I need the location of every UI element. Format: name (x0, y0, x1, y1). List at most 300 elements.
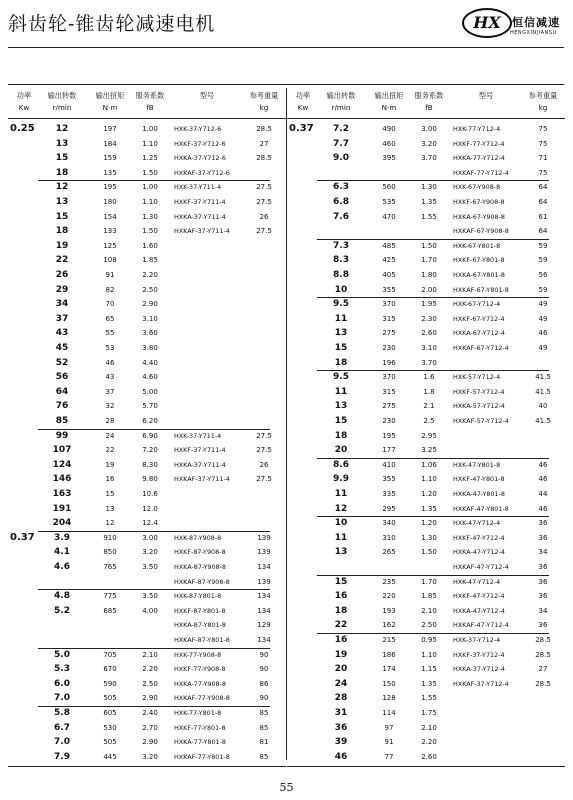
col-model-cell: HXK-77-Y712-4 (453, 125, 501, 133)
table-row (8, 662, 286, 677)
col-factor-cell: 5.70 (142, 402, 158, 411)
col-factor-cell: 3.50 (142, 592, 158, 601)
col-weight-cell: 49 (538, 344, 548, 352)
col-weight-cell: 46 (538, 504, 548, 513)
col-torque-cell: 295 (382, 504, 396, 513)
col-torque-cell: 135 (103, 168, 117, 177)
col-factor-cell: 1.50 (142, 168, 158, 177)
col-model-cell: HXK-87-Y908-8 (174, 533, 222, 542)
col-weight-cell: 49 (538, 314, 548, 323)
table-row (8, 195, 286, 210)
col-speed-cell: 16 (334, 635, 348, 645)
col-speed-cell: 18 (334, 357, 348, 368)
col-weight-cell: 36 (538, 621, 548, 630)
col-model-cell: HXKA-87-Y801-8 (174, 621, 226, 630)
col-speed-cell: 6.7 (54, 722, 70, 733)
col-speed-cell: 7.0 (54, 737, 70, 748)
col-model-cell: HXKA-37-Y712-6 (174, 154, 226, 163)
col-weight-cell: 75 (538, 139, 548, 148)
col-speed-cell: 13 (334, 401, 348, 412)
col-torque-cell: 275 (382, 402, 396, 411)
col-weight-cell: 36 (538, 519, 548, 528)
col-model-cell: HXKF-87-Y801-8 (174, 606, 226, 615)
table-row (287, 604, 565, 619)
col-speed-cell: 3.9 (54, 532, 70, 543)
col-factor-cell: 1.00 (142, 183, 158, 192)
col-weight-cell: 41.5 (535, 417, 551, 425)
col-factor-cell: 1.50 (421, 548, 437, 557)
col-model-cell: HXKAF-77-Y908-8 (174, 694, 230, 703)
table-row (287, 297, 565, 312)
col-factor-cell: 3.60 (142, 329, 158, 338)
col-speed-cell: 26 (55, 270, 69, 280)
col-torque-cell: 470 (382, 212, 396, 221)
col-torque-cell: 850 (103, 548, 117, 557)
col-torque-cell: 370 (382, 300, 396, 309)
col-speed-cell: 107 (52, 445, 72, 456)
col-speed-cell: 15 (334, 343, 348, 353)
page-number: 55 (279, 781, 294, 794)
table-row (8, 750, 286, 765)
col-torque-cell: 37 (105, 387, 115, 396)
col-torque-cell: 490 (382, 125, 396, 133)
col-model-cell: HXK-37-Y712-6 (174, 125, 222, 133)
table-row (8, 283, 286, 298)
col-speed-cell: 15 (334, 416, 348, 426)
spec-table (8, 88, 564, 760)
table-row (287, 575, 565, 590)
power-value: 0.37 (10, 531, 35, 543)
col-weight-cell: 56 (538, 271, 548, 279)
col-factor-cell: 9.80 (142, 475, 158, 484)
col-weight-cell: 85 (259, 752, 269, 761)
table-row (8, 618, 286, 633)
col-weight-cell: 134 (257, 606, 271, 615)
col-model-cell: HXKA-47-Y712-4 (453, 548, 505, 557)
header-rule (8, 47, 564, 48)
col-torque-cell: 335 (382, 490, 396, 498)
col-factor-cell: 12.4 (142, 519, 158, 528)
table-row (287, 691, 565, 706)
col-speed-cell: 52 (55, 357, 69, 368)
page-header (0, 0, 573, 48)
col-model-cell: HXKAF-77-Y712-4 (453, 168, 509, 177)
col-torque-cell: 77 (384, 752, 394, 761)
table-row (287, 195, 565, 210)
table-row (8, 648, 286, 663)
col-factor-cell: 1.35 (421, 679, 437, 688)
col-speed-cell: 18 (55, 226, 69, 237)
col-speed-cell: 6.8 (333, 197, 349, 207)
table-row (8, 312, 286, 327)
table-row (8, 560, 286, 575)
table-row (8, 575, 286, 590)
col-speed-cell: 85 (55, 416, 69, 426)
col-speed-cell: 12 (55, 124, 69, 134)
col-torque-cell: 340 (382, 519, 396, 528)
col-factor-cell: 1.6 (423, 373, 435, 382)
col-speed-cell: 191 (52, 503, 72, 514)
col-weight-cell: 75 (538, 125, 548, 133)
col-weight-cell: 27.5 (256, 431, 272, 440)
table-row (287, 180, 565, 195)
col-speed-cell: 8.8 (333, 270, 349, 280)
table-row (287, 326, 565, 341)
col-weight-cell: 134 (257, 592, 271, 601)
table-row (287, 239, 565, 254)
col-torque-cell: 230 (382, 344, 396, 352)
table-row (287, 545, 565, 560)
col-torque-cell: 19 (105, 460, 115, 469)
col-factor-cell: 3.70 (421, 154, 437, 163)
col-speed-cell: 5.0 (54, 649, 70, 660)
col-weight-cell: 90 (259, 665, 269, 674)
table-row (8, 370, 286, 385)
col-weight-cell: 81 (259, 738, 269, 747)
col-weight-cell: 85 (259, 709, 269, 717)
col-model-cell: HXKF-77-Y712-4 (453, 139, 505, 148)
table-row (287, 370, 565, 385)
col-speed-cell: 13 (55, 138, 69, 149)
col-model-cell: HXKAF-67-Y801-8 (453, 285, 509, 294)
header-col-weight: 参考重量 kg (528, 91, 558, 112)
col-speed-cell: 15 (334, 576, 348, 587)
table-row (287, 487, 565, 502)
col-factor-cell: 2.20 (421, 738, 437, 747)
col-speed-cell: 9.5 (333, 372, 349, 383)
col-factor-cell: 1.8 (423, 387, 435, 396)
col-weight-cell: 26 (259, 212, 269, 221)
table-row (8, 721, 286, 736)
col-torque-cell: 108 (103, 256, 117, 265)
table-row (8, 502, 286, 517)
col-factor-cell: 1.20 (421, 490, 437, 498)
table-bottom-rule (287, 766, 565, 767)
col-torque-cell: 530 (103, 723, 117, 732)
col-torque-cell: 16 (105, 475, 115, 484)
col-model-cell: HXK-67-Y908-8 (453, 183, 501, 192)
col-torque-cell: 133 (103, 227, 117, 236)
col-torque-cell: 125 (103, 241, 117, 250)
col-factor-cell: 1.06 (421, 460, 437, 469)
table-row (8, 166, 286, 181)
col-model-cell: HXK-67-Y801-8 (453, 241, 501, 250)
table-row (287, 151, 565, 166)
col-weight-cell: 46 (538, 460, 548, 469)
col-torque-cell: 22 (105, 446, 115, 455)
col-speed-cell: 6.3 (333, 182, 349, 193)
col-model-cell: HXKF-37-Y711-4 (174, 446, 226, 455)
col-factor-cell: 2.10 (142, 650, 158, 659)
table-row (8, 268, 286, 283)
col-torque-cell: 535 (382, 198, 396, 206)
col-factor-cell: 3.80 (142, 344, 158, 352)
col-factor-cell: 1.10 (421, 475, 437, 484)
col-speed-cell: 99 (55, 430, 69, 441)
col-factor-cell: 4.00 (142, 606, 158, 615)
table-row (287, 385, 565, 400)
col-speed-cell: 19 (334, 649, 348, 660)
col-speed-cell: 24 (334, 678, 348, 689)
col-torque-cell: 460 (382, 139, 396, 148)
col-factor-cell: 4.40 (142, 358, 158, 367)
col-torque-cell: 177 (382, 446, 396, 455)
col-torque-cell: 670 (103, 665, 117, 674)
col-torque-cell: 91 (384, 738, 394, 747)
col-model-cell: HXKA-37-Y712-4 (453, 665, 505, 674)
table-row (8, 224, 286, 239)
col-torque-cell: 910 (103, 533, 117, 542)
col-weight-cell: 27.5 (256, 475, 272, 484)
table-row (287, 531, 565, 546)
power-value: 0.37 (289, 123, 314, 134)
logo-subtext: HENGXINJIANSU (510, 30, 557, 36)
col-factor-cell: 1.30 (421, 183, 437, 192)
col-speed-cell: 34 (55, 299, 69, 310)
col-speed-cell: 13 (334, 547, 348, 558)
col-speed-cell: 7.3 (333, 240, 349, 251)
col-weight-cell: 59 (538, 256, 548, 265)
col-torque-cell: 65 (105, 314, 115, 323)
col-factor-cell: 2.70 (142, 723, 158, 732)
table-row (8, 151, 286, 166)
table-row (287, 648, 565, 663)
table-row (287, 721, 565, 736)
table-row (8, 472, 286, 487)
col-speed-cell: 7.7 (333, 138, 349, 149)
col-speed-cell: 28 (334, 693, 348, 704)
col-factor-cell: 10.6 (142, 490, 158, 498)
table-top-rule (8, 84, 564, 85)
table-row (287, 443, 565, 458)
brand-logo (462, 6, 566, 42)
col-speed-cell: 64 (55, 386, 69, 397)
col-model-cell: HXKF-47-Y712-4 (453, 533, 505, 542)
col-speed-cell: 13 (334, 328, 348, 339)
col-weight-cell: 27.5 (256, 198, 272, 206)
col-torque-cell: 405 (382, 271, 396, 279)
col-factor-cell: 2.1 (423, 402, 435, 411)
col-model-cell: HXKAF-47-Y712-4 (453, 621, 509, 630)
col-weight-cell: 46 (538, 475, 548, 484)
col-model-cell: HXK-47-Y801-8 (453, 460, 501, 469)
table-row (287, 735, 565, 750)
table-row (287, 166, 565, 181)
col-speed-cell: 12 (55, 182, 69, 193)
col-weight-cell: 46 (538, 329, 548, 338)
col-torque-cell: 235 (382, 577, 396, 586)
col-speed-cell: 5.2 (54, 605, 70, 616)
col-model-cell: HXKF-77-Y908-8 (174, 665, 226, 674)
col-torque-cell: 315 (382, 387, 396, 396)
col-weight-cell: 27.5 (256, 227, 272, 236)
col-weight-cell: 44 (538, 490, 548, 498)
table-row (287, 560, 565, 575)
col-speed-cell: 7.9 (54, 751, 70, 762)
col-model-cell: HXKF-77-Y801-8 (174, 723, 226, 732)
logo-mark: HX (462, 8, 512, 38)
col-speed-cell: 36 (334, 722, 348, 733)
col-torque-cell: 445 (103, 752, 117, 761)
col-speed-cell: 163 (52, 489, 72, 499)
table-row (287, 633, 565, 648)
col-factor-cell: 1.85 (142, 256, 158, 265)
col-model-cell: HXKA-47-Y712-4 (453, 606, 505, 615)
power-value: 0.25 (10, 123, 35, 134)
col-factor-cell: 12.0 (142, 504, 158, 513)
col-speed-cell: 204 (52, 518, 72, 529)
col-factor-cell: 2.60 (421, 752, 437, 761)
table-row (8, 122, 286, 137)
col-speed-cell: 11 (334, 489, 348, 499)
col-torque-cell: 32 (105, 402, 115, 411)
col-model-cell: HXKF-37-Y711-4 (174, 198, 226, 206)
table-row (287, 589, 565, 604)
col-factor-cell: 3.50 (142, 563, 158, 571)
col-factor-cell: 3.20 (421, 139, 437, 148)
col-weight-cell: 34 (538, 548, 548, 557)
table-row (8, 210, 286, 225)
col-factor-cell: 1.70 (421, 577, 437, 586)
col-weight-cell: 90 (259, 694, 269, 703)
table-row (287, 283, 565, 298)
header-col-factor: 服务系数 fB (414, 91, 444, 112)
col-torque-cell: 685 (103, 606, 117, 615)
col-torque-cell: 159 (103, 154, 117, 163)
header-col-power: 功率 Kw (16, 91, 32, 112)
col-torque-cell: 82 (105, 285, 115, 294)
col-model-cell: HXKA-77-Y712-4 (453, 154, 505, 163)
table-row (287, 516, 565, 531)
col-factor-cell: 1.35 (421, 198, 437, 206)
col-model-cell: HXKAF-47-Y712-4 (453, 563, 509, 571)
col-model-cell: HXK-47-Y712-4 (453, 519, 501, 528)
col-factor-cell: 1.30 (142, 212, 158, 221)
col-speed-cell: 9.9 (333, 474, 349, 485)
col-factor-cell: 6.90 (142, 431, 158, 440)
header-col-power: 功率 Kw (295, 91, 311, 112)
table-row (287, 750, 565, 765)
col-factor-cell: 1.20 (421, 519, 437, 528)
header-col-model: 型号 (199, 91, 215, 100)
col-torque-cell: 230 (382, 417, 396, 425)
table-row (287, 677, 565, 692)
table-row (287, 253, 565, 268)
col-speed-cell: 5.3 (54, 664, 70, 675)
col-weight-cell: 129 (257, 621, 271, 630)
col-factor-cell: 3.10 (421, 344, 437, 352)
col-factor-cell: 1.35 (421, 504, 437, 513)
col-model-cell: HXKA-77-Y908-8 (174, 679, 226, 688)
col-factor-cell: 1.15 (421, 665, 437, 674)
col-model-cell: HXK-87-Y801-8 (174, 592, 222, 601)
col-torque-cell: 13 (105, 504, 115, 513)
col-weight-cell: 27 (259, 139, 269, 148)
col-torque-cell: 196 (382, 358, 396, 367)
table-row (8, 545, 286, 560)
col-torque-cell: 590 (103, 679, 117, 688)
col-factor-cell: 3.10 (142, 314, 158, 323)
col-torque-cell: 128 (382, 694, 396, 703)
table-row (287, 341, 565, 356)
table-row (287, 210, 565, 225)
col-factor-cell: 3.25 (421, 446, 437, 455)
col-speed-cell: 146 (52, 474, 72, 485)
col-speed-cell: 15 (55, 211, 69, 222)
col-speed-cell: 37 (55, 313, 69, 324)
table-row (287, 399, 565, 414)
col-weight-cell: 90 (259, 650, 269, 659)
col-factor-cell: 2.00 (421, 285, 437, 294)
col-model-cell: HXKAF-77-Y801-8 (174, 752, 230, 761)
table-row (287, 137, 565, 152)
col-speed-cell: 20 (334, 445, 348, 456)
col-model-cell: HXKAF-57-Y712-4 (453, 417, 509, 425)
table-row (8, 253, 286, 268)
col-torque-cell: 180 (103, 198, 117, 206)
col-torque-cell: 505 (103, 738, 117, 747)
col-weight-cell: 36 (538, 563, 548, 571)
col-factor-cell: 2.90 (142, 300, 158, 309)
col-speed-cell: 8.3 (333, 255, 349, 266)
col-torque-cell: 53 (105, 344, 115, 352)
col-factor-cell: 1.10 (421, 650, 437, 659)
col-factor-cell: 8.30 (142, 460, 158, 469)
header-col-speed: 输出转数 r/min (47, 91, 77, 112)
col-speed-cell: 124 (52, 459, 72, 470)
col-factor-cell: 2.30 (421, 314, 437, 323)
logo-text: 恒信减速 (512, 16, 560, 29)
col-factor-cell: 6.20 (142, 417, 158, 425)
col-weight-cell: 71 (538, 154, 548, 163)
col-torque-cell: 355 (382, 475, 396, 484)
col-speed-cell: 10 (334, 284, 348, 295)
col-torque-cell: 150 (382, 679, 396, 688)
col-weight-cell: 61 (538, 212, 548, 221)
col-factor-cell: 3.70 (421, 358, 437, 367)
col-torque-cell: 195 (382, 431, 396, 440)
col-weight-cell: 28.5 (535, 636, 551, 644)
table-row (8, 414, 286, 429)
col-speed-cell: 18 (334, 430, 348, 441)
col-weight-cell: 75 (538, 168, 548, 177)
table-row (8, 487, 286, 502)
col-speed-cell: 76 (55, 401, 69, 412)
col-factor-cell: 2.50 (421, 621, 437, 630)
col-model-cell: HXKA-37-Y711-4 (174, 212, 226, 221)
col-factor-cell: 1.75 (421, 709, 437, 717)
col-factor-cell: 5.00 (142, 387, 158, 396)
col-weight-cell: 41.5 (535, 387, 551, 396)
col-torque-cell: 46 (105, 358, 115, 367)
col-torque-cell: 275 (382, 329, 396, 338)
table-row (287, 122, 565, 137)
col-factor-cell: 2.40 (142, 709, 158, 717)
table-row (8, 399, 286, 414)
col-model-cell: HXK-37-Y711-4 (174, 183, 222, 192)
col-factor-cell: 7.20 (142, 446, 158, 455)
table-header (8, 88, 286, 119)
col-factor-cell: 1.70 (421, 256, 437, 265)
table-row (8, 633, 286, 648)
col-torque-cell: 310 (382, 533, 396, 542)
table-row (287, 429, 565, 444)
table-row (8, 691, 286, 706)
col-model-cell: HXKAF-37-Y712-6 (174, 168, 230, 177)
col-factor-cell: 1.95 (421, 300, 437, 309)
col-weight-cell: 64 (538, 183, 548, 192)
col-weight-cell: 34 (538, 606, 548, 615)
